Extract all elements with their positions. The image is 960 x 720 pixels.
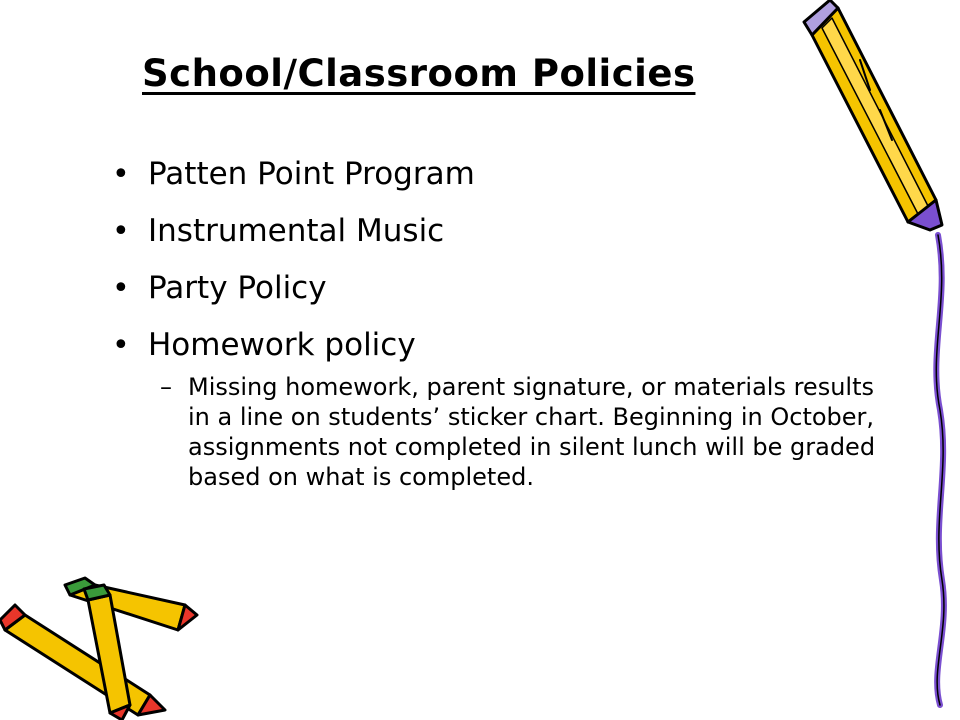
bullet-marker: • — [112, 157, 130, 192]
bullet-item — [112, 203, 902, 260]
bullet-item — [112, 317, 902, 374]
bullet-text: Patten Point Program — [148, 156, 475, 192]
sub-bullet — [160, 372, 880, 492]
pencil-icon — [800, 0, 960, 720]
bullet-text: Homework policy — [148, 327, 416, 363]
crossed-pencils-icon — [0, 575, 200, 720]
bullet-item — [112, 146, 902, 203]
slide-title: School/Classroom Policies — [142, 52, 696, 95]
bullet-marker: • — [112, 271, 130, 306]
bullet-list — [112, 146, 902, 374]
bullet-text: Instrumental Music — [148, 213, 445, 249]
sub-bullet-marker: – — [160, 373, 172, 401]
sub-bullet-text: Missing homework, parent signature, or materials results in a line on students’ sticker chart. Beginning in October, assignments not completed in silent lunch will be graded based on what is completed. — [188, 373, 876, 491]
bullet-marker: • — [112, 214, 130, 249]
bullet-marker: • — [112, 328, 130, 363]
bullet-text: Party Policy — [148, 270, 327, 306]
bullet-item — [112, 260, 902, 317]
